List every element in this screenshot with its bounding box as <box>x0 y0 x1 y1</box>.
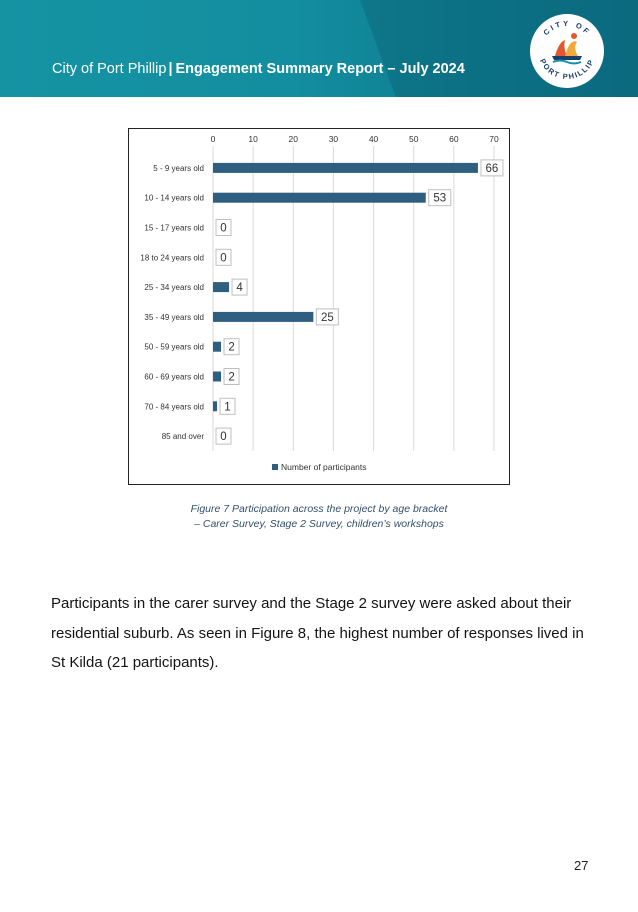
data-label: 2 <box>228 341 235 354</box>
category-label: 70 - 84 years old <box>144 402 204 412</box>
logo-text-top: CITY OF <box>541 18 593 38</box>
x-tick-label: 40 <box>368 134 379 144</box>
category-label: 60 - 69 years old <box>144 372 204 382</box>
bar <box>213 282 229 292</box>
category-label: 25 - 34 years old <box>144 283 204 293</box>
body-line-2: residential suburb. As seen in Figure 8, the highest number of responses lived in <box>51 624 584 642</box>
data-label: 66 <box>485 162 499 175</box>
data-label: 0 <box>220 431 227 444</box>
x-tick-label: 0 <box>210 134 216 144</box>
body-paragraph <box>51 589 596 678</box>
body-line-3: St Kilda (21 participants). <box>51 654 219 671</box>
category-label: 15 - 17 years old <box>144 223 204 233</box>
data-label: 0 <box>220 252 227 265</box>
report-title: Engagement Summary Report – July 2024 <box>175 61 465 77</box>
bar <box>213 372 221 382</box>
data-label: 4 <box>236 282 243 295</box>
data-label: 2 <box>228 371 235 384</box>
category-label: 10 - 14 years old <box>144 193 204 203</box>
x-tick-label: 70 <box>489 134 499 144</box>
council-logo <box>528 12 606 90</box>
bar <box>213 163 478 173</box>
org-name: City of Port Phillip <box>52 61 167 77</box>
data-label: 53 <box>433 192 447 205</box>
category-label: 35 - 49 years old <box>144 312 204 322</box>
page-number: 27 <box>574 858 589 873</box>
x-tick-label: 20 <box>288 134 299 144</box>
logo-text-bottom: PORT PHILLIP <box>537 57 597 82</box>
age-bracket-chart <box>128 128 510 485</box>
bar <box>213 342 221 352</box>
header-title <box>52 61 465 77</box>
category-label: 50 - 59 years old <box>144 342 204 352</box>
figure-caption-line-1: Figure 7 Participation across the project by age bracket <box>190 503 448 515</box>
x-tick-label: 50 <box>408 134 419 144</box>
header-banner <box>0 0 638 97</box>
category-label: 18 to 24 years old <box>140 253 204 263</box>
bar <box>213 193 426 203</box>
x-tick-label: 60 <box>449 134 459 144</box>
category-label: 85 and over <box>161 432 204 442</box>
legend-label: Number of participants <box>281 462 367 472</box>
legend-swatch <box>272 464 278 470</box>
data-label: 25 <box>320 311 334 324</box>
title-separator: | <box>168 61 173 77</box>
data-label: 1 <box>224 401 231 414</box>
data-label: 0 <box>220 222 227 235</box>
bar <box>213 312 313 322</box>
chart-canvas <box>129 129 509 484</box>
x-tick-label: 30 <box>328 134 339 144</box>
bar <box>213 401 217 411</box>
x-tick-label: 10 <box>248 134 258 144</box>
category-label: 5 - 9 years old <box>153 163 204 173</box>
body-line-1: Participants in the carer survey and the Stage 2 survey were asked about their <box>51 595 572 612</box>
figure-caption-line-2: – Carer Survey, Stage 2 Survey, children’s workshops <box>194 518 444 530</box>
